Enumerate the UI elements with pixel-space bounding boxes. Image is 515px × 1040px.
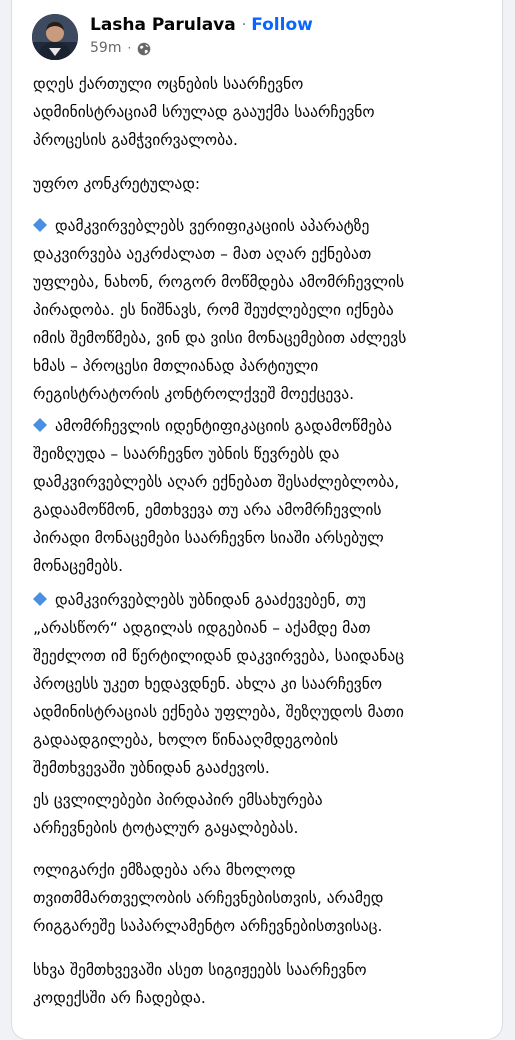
line-text: დამკვირვებლებს უბნიდან გააძევებენ, თუ bbox=[55, 591, 366, 609]
blue-diamond-icon bbox=[33, 413, 47, 427]
line-text: თვითმმართველობის არჩევნებისთვის, არამედ bbox=[33, 889, 384, 907]
text-line bbox=[33, 98, 495, 126]
line-text: რიგგარეშე საპარლამენტო არჩევნებისთვისაც. bbox=[33, 917, 383, 935]
line-text: ამომრჩევლის იდენტიფიკაციის გადამოწმება bbox=[55, 417, 392, 435]
line-text: პირადობა. ეს ნიშნავს, რომ შეუძლებელი იქნება bbox=[33, 301, 394, 319]
line-text: ხმას – პროცესი მთლიანად პარტიული bbox=[33, 357, 319, 375]
text-line bbox=[33, 240, 495, 268]
text-line bbox=[33, 726, 495, 754]
text-line bbox=[33, 552, 495, 580]
paragraph bbox=[33, 956, 495, 1012]
line-text: ოლიგარქი ემზადება არა მხოლოდ bbox=[33, 861, 296, 879]
line-text: პირადი მონაცემები საარჩევნო სიაში არსებულ bbox=[33, 529, 384, 547]
post-header bbox=[22, 8, 492, 66]
paragraph bbox=[33, 70, 495, 154]
line-text: დაკვირვება აეკრძალათ – მათ აღარ ექნებათ bbox=[33, 245, 372, 263]
text-line bbox=[33, 352, 495, 380]
line-text: შეეძლოთ იმ წერტილიდან დაკვირვება, საიდანაც bbox=[33, 647, 405, 665]
line-text: რეგისტრატორის კონტროლქვეშ მოექცევა. bbox=[33, 385, 355, 403]
line-text: კოდექსში არ ჩადებდა. bbox=[33, 989, 206, 1007]
text-line bbox=[33, 884, 495, 912]
line-text: სხვა შემთხვევაში ასეთ სიგიჟეებს საარჩევნო bbox=[33, 961, 367, 979]
author-avatar[interactable] bbox=[32, 14, 78, 60]
globe-icon[interactable] bbox=[137, 41, 151, 55]
paragraph bbox=[33, 856, 495, 940]
line-text: პროცესს უკეთ ხედავდნენ. ახლა კი საარჩევნო bbox=[33, 675, 383, 693]
text-line bbox=[33, 380, 495, 408]
text-line bbox=[33, 468, 495, 496]
text-line bbox=[33, 786, 495, 814]
text-line bbox=[33, 212, 495, 240]
text-line bbox=[33, 814, 495, 842]
text-line bbox=[33, 670, 495, 698]
post-time[interactable]: 59m bbox=[90, 40, 122, 56]
paragraph bbox=[33, 786, 495, 842]
line-text: იმის შემოწმება, ვინ და ვისი მონაცემებით აძლევს bbox=[33, 329, 407, 347]
line-text: ეს ცვლილებები პირდაპირ ემსახურება bbox=[33, 791, 323, 809]
line-text: დამკვირვებლებს აღარ ექნებათ შესაძლებლობა, bbox=[33, 473, 400, 491]
post-card bbox=[11, 0, 503, 1040]
line-text: ადმინისტრაციამ სრულად გააუქმა საარჩევნო bbox=[33, 103, 375, 121]
line-text: ადმინისტრაციას ექნება უფლება, შეზღუდოს მათი bbox=[33, 703, 404, 721]
line-text: გადაამოწმონ, ემთხვევა თუ არა ამომრჩევლის bbox=[33, 501, 382, 519]
author-row bbox=[90, 14, 313, 36]
blue-diamond-icon bbox=[33, 587, 47, 601]
text-line bbox=[33, 642, 495, 670]
text-line bbox=[33, 984, 495, 1012]
text-line bbox=[33, 296, 495, 324]
post-meta bbox=[90, 38, 151, 58]
text-line bbox=[33, 440, 495, 468]
line-text: უფრო კონკრეტულად: bbox=[33, 175, 201, 193]
text-line bbox=[33, 614, 495, 642]
line-text: „არასწორ“ ადგილას იდგებიან – აქამდე მათ bbox=[33, 619, 371, 637]
text-line bbox=[33, 70, 495, 98]
author-name[interactable]: Lasha Parulava bbox=[90, 15, 236, 35]
follow-button[interactable]: Follow bbox=[251, 15, 313, 35]
line-text: გადაადგილება, ხოლო წინააღმდეგობის bbox=[33, 731, 339, 749]
line-text: დამკვირვებლებს ვერიფიკაციის აპარატზე bbox=[55, 217, 370, 235]
line-text: არჩევნების ტოტალურ გაყალბებას. bbox=[33, 819, 299, 837]
text-line bbox=[33, 912, 495, 940]
meta-separator-dot: · bbox=[127, 41, 132, 55]
text-line bbox=[33, 754, 495, 782]
avatar-image bbox=[32, 14, 78, 60]
line-text: შემთხვევაში უბნიდან გააძევოს. bbox=[33, 759, 270, 777]
text-line bbox=[33, 412, 495, 440]
text-line bbox=[33, 856, 495, 884]
text-line bbox=[33, 170, 495, 198]
text-line bbox=[33, 956, 495, 984]
text-line bbox=[33, 524, 495, 552]
bullet-paragraph bbox=[33, 412, 495, 580]
bullet-paragraph bbox=[33, 212, 495, 408]
paragraph bbox=[33, 170, 495, 198]
line-text: უფლება, ნახონ, როგორ მოწმდება ამომრჩევლის bbox=[33, 273, 405, 291]
text-line bbox=[33, 324, 495, 352]
text-line bbox=[33, 496, 495, 524]
text-line bbox=[33, 698, 495, 726]
line-text: პროცესის გამჭვირვალობა. bbox=[33, 131, 238, 149]
line-text: შეიზღუდა – საარჩევნო უბნის წევრებს და bbox=[33, 445, 340, 463]
blue-diamond-icon bbox=[33, 213, 47, 227]
text-line bbox=[33, 586, 495, 614]
text-line bbox=[33, 268, 495, 296]
line-text: მონაცემებს. bbox=[33, 557, 123, 575]
separator-dot: · bbox=[241, 17, 247, 33]
text-line bbox=[33, 126, 495, 154]
line-text: დღეს ქართული ოცნების საარჩევნო bbox=[33, 75, 304, 93]
bullet-paragraph bbox=[33, 586, 495, 782]
